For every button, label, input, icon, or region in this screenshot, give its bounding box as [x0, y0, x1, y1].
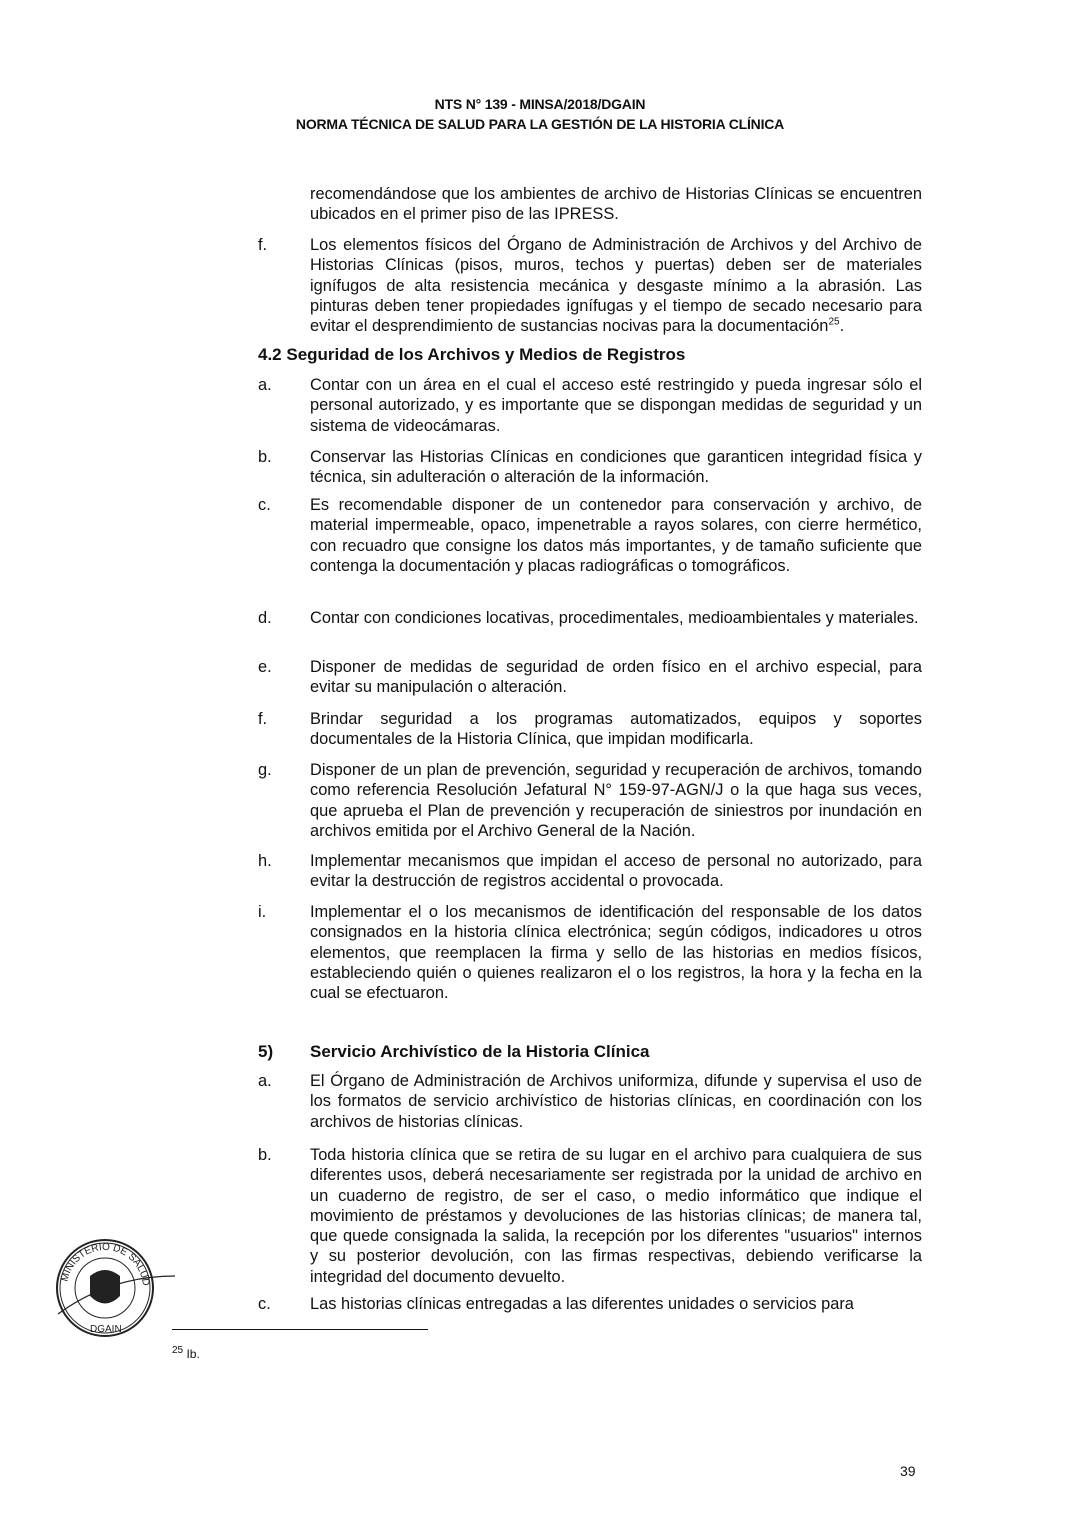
- list-label: b.: [258, 448, 272, 466]
- list-text: El Órgano de Administración de Archivos uniformiza, difunde y supervisa el uso de los formatos de servicio archivístico de historias clínicas, en coordinación con los archivos de historias clínicas.: [310, 1072, 922, 1131]
- list-label: h.: [258, 852, 272, 870]
- svg-text:MINISTERIO DE SALUD: MINISTERIO DE SALUD: [59, 1241, 152, 1287]
- list-item: [258, 447, 922, 488]
- list-label: g.: [258, 761, 272, 779]
- list-label: e.: [258, 658, 272, 676]
- ministry-seal: [50, 1236, 180, 1341]
- list-item: [258, 657, 922, 698]
- list-item: [258, 709, 922, 750]
- list-item: [258, 375, 922, 436]
- footnote: $^{25}$ Ib.: [172, 1345, 200, 1361]
- list-text: Disponer de un plan de prevención, seguridad y recuperación de archivos, tomando como referencia Resolución Jefatural N° 159-97-AGN/J o la que haga sus veces, que aprueba el Plan de prevención y recuperación de siniestros por inundación en archivos emitida por el Archivo General de la Nación.: [310, 761, 922, 840]
- list-text: Es recomendable disponer de un contenedor para conservación y archivo, de material impermeable, opaco, impenetrable a rayos solares, con cierre hermético, con recuadro que consigne los datos más importantes, y de tamaño suficiente que contenga la documentación y placas radiográficas o tomográficos.: [310, 496, 922, 575]
- list-item: [258, 760, 922, 841]
- list-label: d.: [258, 609, 272, 627]
- list-label: i.: [258, 903, 267, 921]
- list-text: Brindar seguridad a los programas automatizados, equipos y soportes documentales de la Historia Clínica, que impidan modificarla.: [310, 710, 922, 749]
- list-text: Implementar mecanismos que impidan el acceso de personal no autorizado, para evitar la destrucción de registros accidental o provocada.: [310, 852, 922, 891]
- footnote-ref: 25: [828, 316, 840, 328]
- list-label: a.: [258, 1072, 272, 1090]
- list-item: [258, 902, 922, 1003]
- svg-text:DGAIN: DGAIN: [90, 1324, 122, 1335]
- header-title: NORMA TÉCNICA DE SALUD PARA LA GESTIÓN DE LA HISTORIA CLÍNICA: [295, 116, 785, 132]
- list-text: Contar con un área en el cual el acceso esté restringido y pueda ingresar sólo el personal autorizado, y es importante que se dispongan medidas de seguridad y un sistema de videocámaras.: [310, 376, 922, 435]
- list-text: Toda historia clínica que se retira de su lugar en el archivo para cualquiera de sus diferentes usos, deberá necesariamente ser registrada por la unidad de archivo en un cuaderno de registro, de ser el caso, o medio informático que indique el movimiento de préstamos y devoluciones de las historias clínicas; de manera tal, que quede consignada la salida, la recepción por los diferentes "usuarios" internos y su posterior devolución, con las firmas respectivas, debiendo verificarse la integridad del documento devuelto.: [310, 1146, 922, 1286]
- list-text: Disponer de medidas de seguridad de orden físico en el archivo especial, para evitar su manipulación o alteración.: [310, 658, 922, 697]
- section-heading: Servicio Archivístico de la Historia Clínica: [310, 1042, 650, 1061]
- list-text: Conservar las Historias Clínicas en condiciones que garanticen integridad física y técnica, sin adulteración o alteración de la información.: [310, 448, 922, 487]
- list-item: [258, 1145, 922, 1287]
- list-item: [258, 851, 922, 892]
- list-text: Las historias clínicas entregadas a las diferentes unidades o servicios para: [310, 1295, 854, 1313]
- list-label: a.: [258, 376, 272, 394]
- list-label: f.: [258, 710, 268, 728]
- list-item: [258, 495, 922, 576]
- continuation-paragraph: recomendándose que los ambientes de archivo de Historias Clínicas se encuentren ubicados en el primer piso de las IPRESS.: [310, 185, 922, 224]
- page-number: 39: [900, 1463, 916, 1479]
- list-label: b.: [258, 1146, 272, 1164]
- list-label: c.: [258, 1295, 271, 1313]
- footnote-divider: [172, 1329, 428, 1330]
- header-code: NTS N° 139 - MINSA/2018/DGAIN: [434, 96, 646, 112]
- section-number: 5): [258, 1042, 274, 1061]
- list-item: [258, 1071, 922, 1132]
- list-item: [258, 608, 922, 628]
- list-text: Implementar el o los mecanismos de identificación del responsable de los datos consignados en la historia clínica electrónica; según códigos, indicadores u otros elementos, que reemplacen la firma y sello de las historias en medios físicos, estableciendo quién o quienes realizaron el o los registros, la hora y la fecha en la cual se efectuaron.: [310, 903, 922, 1003]
- list-label: c.: [258, 496, 271, 514]
- list-item: [258, 1294, 922, 1314]
- section-heading: 4.2 Seguridad de los Archivos y Medios de Registros: [258, 345, 686, 364]
- list-text: Contar con condiciones locativas, procedimentales, medioambientales y materiales.: [310, 609, 919, 627]
- list-item: f. Los elementos físicos del Órgano de Administración de Archivos y del Archivo de Historias Clínicas (pisos, muros, techos y puertas) deben ser de materiales ignífugos de alta resistencia mecánica y desgaste mínimo a la abrasión. Las pinturas deben tener propiedades ignífugas y el tiempo de secado necesario para evitar el desprendimiento de sustancias nocivas para la documentación$^{25}$.: [258, 236, 922, 336]
